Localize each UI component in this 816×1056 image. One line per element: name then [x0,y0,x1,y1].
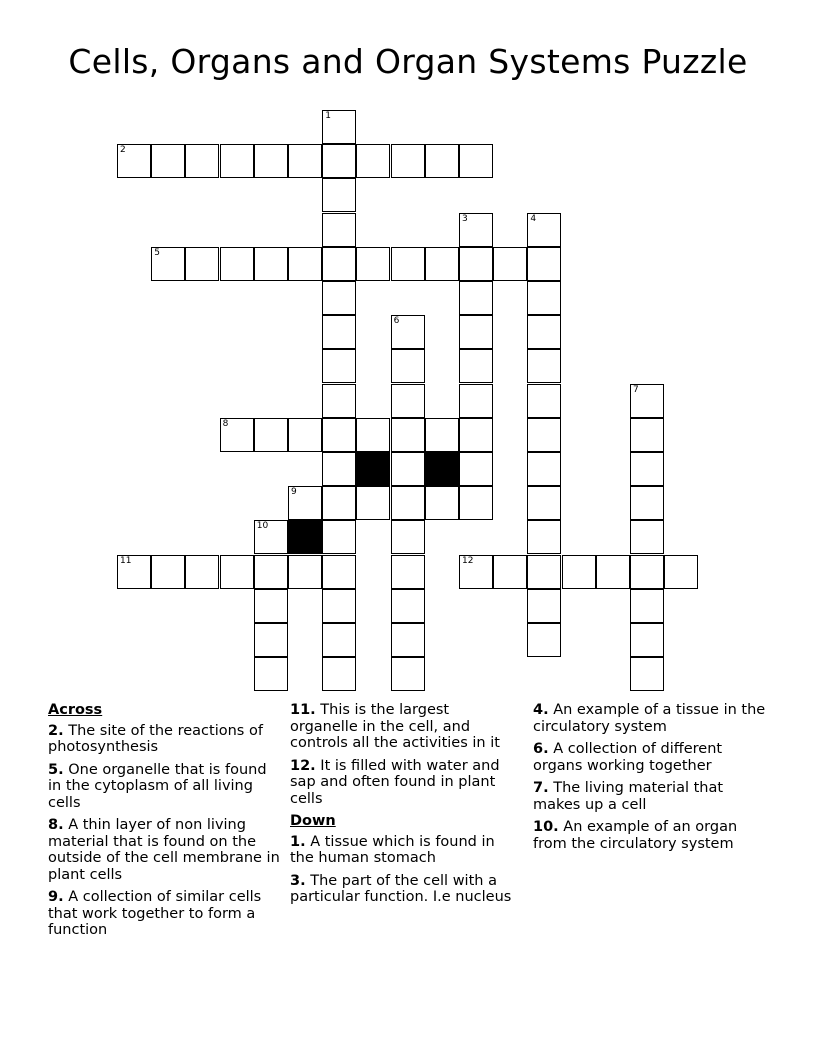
clue-across-9: 9. A collection of similar cells that work together to form a function [48,889,262,938]
grid-cell[interactable] [459,213,493,247]
grid-cell[interactable] [459,555,493,589]
grid-cell[interactable] [527,555,561,589]
grid-cell[interactable] [288,486,322,520]
grid-cell[interactable] [220,555,254,589]
grid-cell[interactable] [391,555,425,589]
grid-cell[interactable] [630,555,664,589]
grid-cell[interactable] [322,281,356,315]
grid-cell[interactable] [322,589,356,623]
grid-cell[interactable] [356,144,390,178]
down-heading: Down [290,813,336,829]
black-cell [356,452,390,486]
grid-cell[interactable] [493,555,527,589]
grid-cell[interactable] [185,144,219,178]
grid-cell[interactable] [322,657,356,691]
grid-cell[interactable] [356,418,390,452]
clue-number: 8 [222,418,229,429]
grid-cell[interactable] [322,247,356,281]
grid-cell[interactable] [459,281,493,315]
clue-number: 11 [120,555,132,566]
grid-cell[interactable] [391,520,425,554]
grid-cell[interactable] [527,418,561,452]
grid-cell[interactable] [220,418,254,452]
clue-down-10: 10. An example of an organ from the circulatory system [533,819,738,852]
grid-cell[interactable] [459,486,493,520]
clues-column-3 [533,702,773,858]
grid-cell[interactable] [151,144,185,178]
clue-number: 9 [291,487,297,498]
grid-cell[interactable] [459,315,493,349]
black-cell [425,452,459,486]
grid-cell[interactable] [527,281,561,315]
clue-across-2: 2. The site of the reactions of photosynthesis [48,722,263,755]
grid-cell[interactable] [254,144,288,178]
grid-cell[interactable] [459,418,493,452]
clue-number: 10 [256,521,269,532]
grid-cell[interactable] [630,520,664,554]
clue-across-12: 12. It is filled with water and sap and often found in plant cells [290,757,500,807]
clue-number: 4 [530,213,537,224]
grid-cell[interactable] [630,418,664,452]
clue-down-1: 1. A tissue which is found in the human stomach [290,833,495,866]
grid-cell[interactable] [527,623,561,657]
clue-number: 6 [393,316,400,327]
grid-cell[interactable] [288,247,322,281]
grid-cell[interactable] [391,589,425,623]
grid-cell[interactable] [151,555,185,589]
grid-cell[interactable] [391,657,425,691]
grid-cell[interactable] [425,486,459,520]
grid-cell[interactable] [220,247,254,281]
clues-column-1 [48,702,280,945]
grid-cell[interactable] [185,555,219,589]
grid-cell[interactable] [527,486,561,520]
grid-cell[interactable] [254,520,288,554]
grid-cell[interactable] [322,555,356,589]
clues-column-2 [290,702,518,912]
grid-cell[interactable] [391,452,425,486]
grid-cell[interactable] [391,247,425,281]
clue-down-6: 6. A collection of different organs working together [533,741,723,774]
grid-cell[interactable] [425,144,459,178]
grid-cell[interactable] [459,452,493,486]
clue-down-7: 7. The living material that makes up a cell [533,780,724,813]
grid-cell[interactable] [562,555,596,589]
grid-cell[interactable] [322,418,356,452]
clue-number: 12 [462,555,474,566]
grid-cell[interactable] [117,144,151,178]
grid-cell[interactable] [527,520,561,554]
grid-cell[interactable] [322,384,356,418]
grid-cell[interactable] [322,144,356,178]
grid-cell[interactable] [254,247,288,281]
grid-cell[interactable] [288,144,322,178]
grid-cell[interactable] [630,589,664,623]
clue-across-5: 5. One organelle that is found in the cytoplasm of all living cells [48,761,267,811]
grid-cell[interactable] [254,657,288,691]
grid-cell[interactable] [630,452,664,486]
grid-cell[interactable] [493,247,527,281]
grid-cell[interactable] [322,623,356,657]
grid-cell[interactable] [322,452,356,486]
grid-cell[interactable] [254,418,288,452]
grid-cell[interactable] [664,555,698,589]
grid-cell[interactable] [254,555,288,589]
grid-cell[interactable] [459,384,493,418]
grid-cell[interactable] [630,486,664,520]
grid-cell[interactable] [391,418,425,452]
grid-cell[interactable] [117,555,151,589]
grid-cell[interactable] [425,247,459,281]
grid-cell[interactable] [425,418,459,452]
grid-cell[interactable] [391,144,425,178]
grid-cell[interactable] [391,623,425,657]
clue-across-11: 11. This is the largest organelle in the cell, and controls all the activities in it [290,702,500,751]
grid-cell[interactable] [391,349,425,383]
clue-number: 2 [120,145,126,156]
grid-cell[interactable] [254,623,288,657]
grid-cell[interactable] [322,349,356,383]
grid-cell[interactable] [391,384,425,418]
grid-cell[interactable] [527,452,561,486]
grid-cell[interactable] [322,213,356,247]
grid-cell[interactable] [322,315,356,349]
grid-cell[interactable] [630,623,664,657]
grid-cell[interactable] [322,486,356,520]
grid-cell[interactable] [391,486,425,520]
grid-cell[interactable] [630,657,664,691]
grid-cell[interactable] [356,247,390,281]
grid-cell[interactable] [527,213,561,247]
grid-cell[interactable] [596,555,630,589]
grid-cell[interactable] [254,589,288,623]
grid-cell[interactable] [356,486,390,520]
grid-cell[interactable] [527,384,561,418]
grid-cell[interactable] [459,349,493,383]
grid-cell[interactable] [185,247,219,281]
page-title: Cells, Organs and Organ Systems Puzzle [68,42,748,81]
grid-cell[interactable] [220,144,254,178]
clue-number: 3 [462,213,468,224]
grid-cell[interactable] [151,247,185,281]
grid-cell[interactable] [288,555,322,589]
grid-cell[interactable] [527,315,561,349]
grid-cell[interactable] [322,520,356,554]
grid-cell[interactable] [288,418,322,452]
grid-cell[interactable] [322,110,356,144]
grid-cell[interactable] [527,349,561,383]
clue-across-8: 8. A thin layer of non living material that is found on the outside of the cell membrane in plant cells [48,817,280,883]
grid-cell[interactable] [527,247,561,281]
clue-number: 7 [633,384,639,395]
across-heading: Across [48,702,103,718]
black-cell [288,520,322,554]
clue-down-3: 3. The part of the cell with a particular function. I.e nucleus [290,872,512,905]
grid-cell[interactable] [459,144,493,178]
grid-cell[interactable] [459,247,493,281]
clue-number: 5 [154,247,160,258]
grid-cell[interactable] [391,315,425,349]
clue-down-4: 4. An example of a tissue in the circulatory system [533,702,766,735]
grid-cell[interactable] [527,589,561,623]
grid-cell[interactable] [630,384,664,418]
grid-cell[interactable] [322,178,356,212]
clue-number: 1 [325,111,331,121]
